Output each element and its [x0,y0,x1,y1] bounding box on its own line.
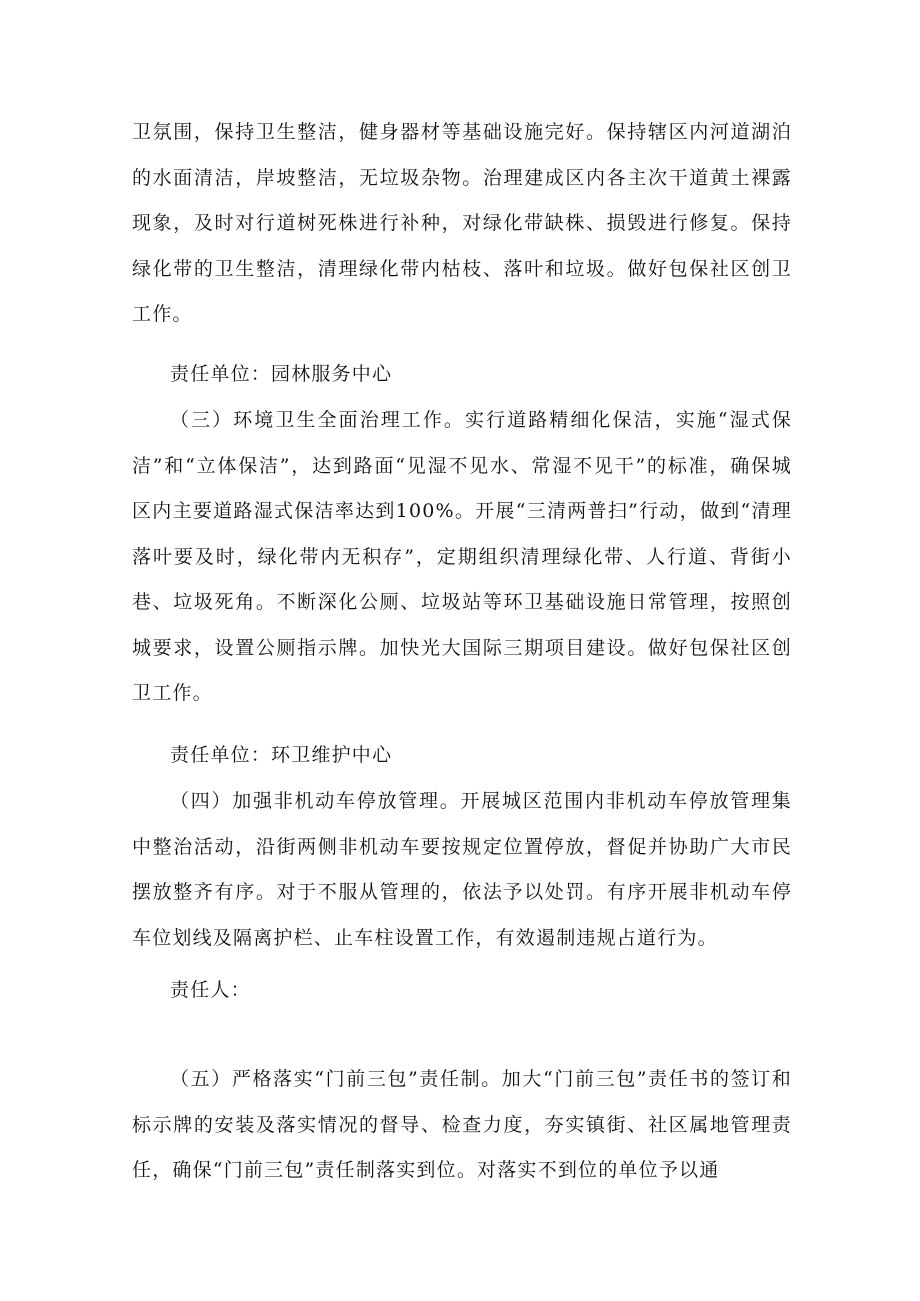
responsible-unit-landscaping: 责任单位：园林服务中心 [170,363,393,385]
responsible-unit-sanitation: 责任单位：环卫维护中心 [170,744,393,766]
paragraph-sanitation-governance: （三）环境卫生全面治理工作。实行道路精细化保洁，实施“湿式保洁”和“立体保洁”，达到路面“见湿不见水、常湿不见干”的标准，确保城区内主要道路湿式保洁率达到100%。开展“三清两普扫”行动，做到“清理落叶要及时，绿化带内无积存”，定期组织清理绿化带、人行道、背街小巷、垃圾死角。不断深化公厕、垃圾站等环卫基础设施日常管理，按照创城要求，设置公厕指示牌。加快光大国际三期项目建设。做好包保社区创卫工作。 [132,409,792,704]
paragraph-three-guarantees: （五）严格落实“门前三包”责任制。加大“门前三包”责任书的签订和标示牌的安装及落实情况的督导、检查力度，夯实镇街、社区属地管理责任，确保“门前三包”责任制落实到位。对落实不到位的单位予以通 [132,1068,792,1181]
paragraph-landscaping-tasks: 卫氛围，保持卫生整洁，健身器材等基础设施完好。保持辖区内河道湖泊的水面清洁，岸坡整洁，无垃圾杂物。治理建成区内各主次干道黄土裸露现象，及时对行道树死株进行补种，对绿化带缺株、损毁进行修复。保持绿化带的卫生整洁，清理绿化带内枯枝、落叶和垃圾。做好包保社区创卫工作。 [132,121,792,325]
responsible-person-label: 责任人： [170,979,251,1001]
paragraph-nonmotor-parking: （四）加强非机动车停放管理。开展城区范围内非机动车停放管理集中整治活动，沿街两侧非机动车要按规定位置停放，督促并协助广大市民摆放整齐有序。对于不服从管理的，依法予以处罚。有序开展非机动车停车位划线及隔离护栏、止车柱设置工作，有效遏制违规占道行为。 [132,790,792,949]
